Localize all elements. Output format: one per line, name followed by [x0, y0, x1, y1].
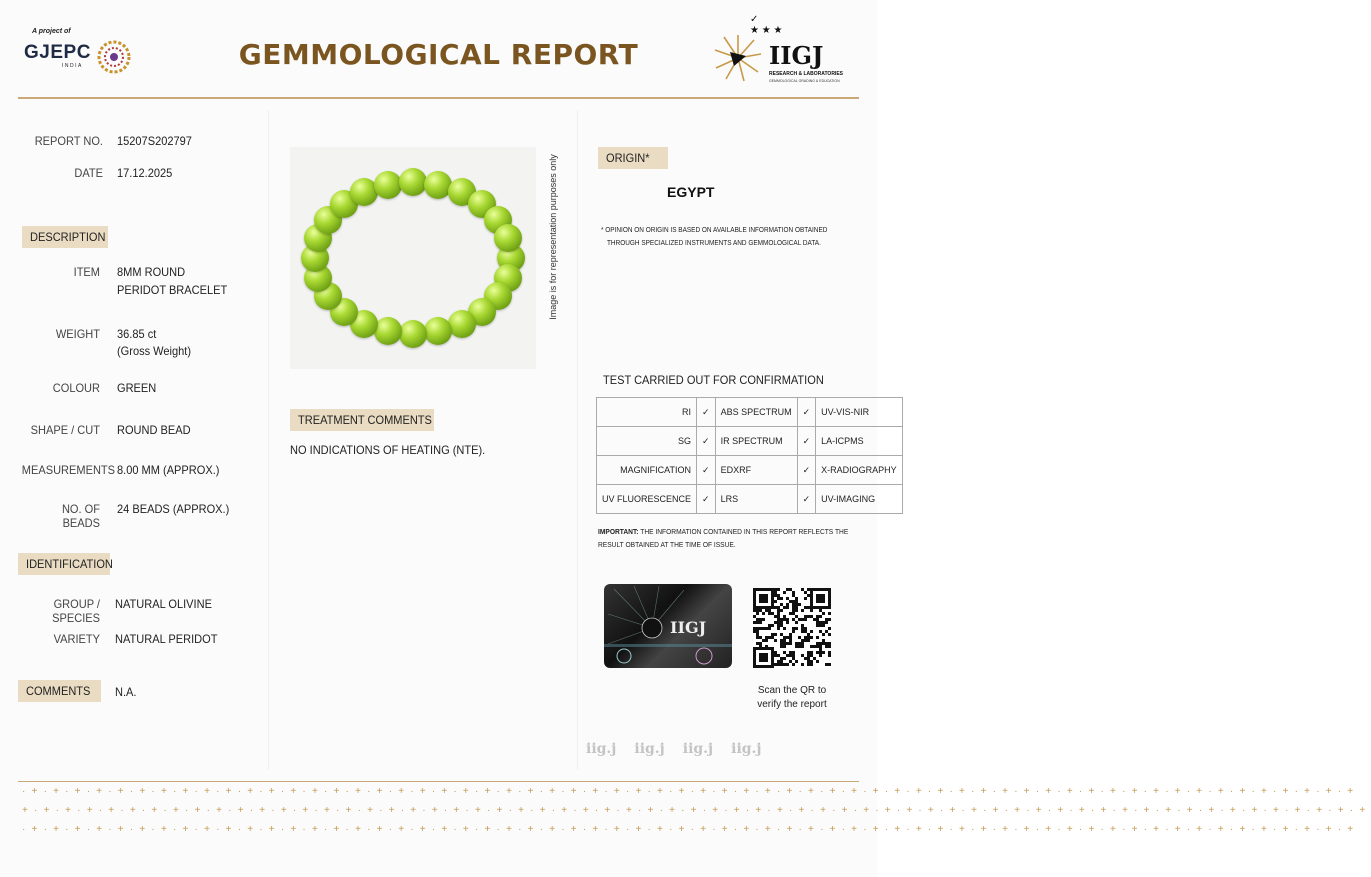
variety-label: VARIETY: [53, 632, 100, 646]
important-note-line2: RESULT OBTAINED AT THE TIME OF ISSUE.: [598, 542, 736, 549]
hologram-sticker: [604, 584, 732, 668]
tests-table: [596, 397, 903, 514]
hologram-text: IIGJ: [670, 618, 707, 637]
watermark-logo: iig.j: [634, 741, 665, 757]
project-of-label: A project of: [32, 28, 71, 35]
test-name: LRS: [715, 485, 797, 514]
image-note: Image is for representation purposes only: [548, 154, 558, 320]
watermark-logo: iig.j: [731, 741, 762, 757]
treatment-value: NO INDICATIONS OF HEATING (NTE).: [290, 443, 486, 457]
beads-label: NO. OF BEADS: [61, 502, 100, 530]
variety-value: NATURAL PERIDOT: [115, 632, 218, 646]
item-value-line1: 8MM ROUND: [117, 265, 186, 279]
gjepc-logo-text: GJEPC: [24, 42, 91, 63]
test-name: UV FLUORESCENCE: [597, 485, 697, 514]
colour-label: COLOUR: [52, 381, 100, 395]
group-value: NATURAL OLIVINE: [115, 597, 212, 611]
bead: [374, 171, 402, 199]
check-icon: ✓: [797, 427, 816, 456]
item-value-line2: PERIDOT BRACELET: [117, 283, 228, 297]
origin-value: EGYPT: [667, 184, 715, 200]
column-divider: [268, 110, 269, 770]
origin-note-line2: THROUGH SPECIALIZED INSTRUMENTS AND GEMMOLOGICAL DATA.: [607, 240, 821, 247]
test-name: UV-IMAGING: [816, 485, 903, 514]
tests-row: [597, 427, 903, 456]
report-no-label: REPORT NO.: [34, 134, 103, 148]
test-name: MAGNIFICATION: [597, 456, 697, 485]
check-icon: ✓: [797, 485, 816, 514]
verification-qr-code[interactable]: [753, 588, 831, 673]
important-label: IMPORTANT:: [598, 529, 639, 536]
date-value: 17.12.2025: [117, 166, 173, 180]
check-icon: ✓: [797, 456, 816, 485]
bead: [494, 224, 522, 252]
watermark-row: [586, 741, 856, 757]
weight-value-line2: (Gross Weight): [117, 344, 192, 358]
column-divider: [577, 110, 578, 770]
shape-value: ROUND BEAD: [117, 423, 191, 437]
star-icons: ✓ ★ ★ ★: [750, 14, 783, 36]
tests-row: [597, 456, 903, 485]
check-icon: ✓: [697, 485, 716, 514]
test-name: IR SPECTRUM: [715, 427, 797, 456]
check-icon: ✓: [697, 398, 716, 427]
image-note-container: [547, 148, 559, 330]
item-label: ITEM: [73, 265, 100, 279]
check-icon: ✓: [697, 456, 716, 485]
group-label: GROUP / SPECIES: [52, 597, 100, 625]
security-pattern-row: +·+·+·+·+·+·+·+·+·+·+·+·+·+·+·+·+·+·+·+·+·+·+·+·+·+·+·+·+·+·+·+·+·+·+·+·+·+·+·+·+·+·+·+·+·+·+·+·+·+·+·+·+·+·+·+·+·+·+·+·+·+·+: [22, 805, 1371, 816]
qr-caption-line2: verify the report: [757, 699, 827, 710]
footer-divider: [18, 781, 859, 782]
test-name: SG: [597, 427, 697, 456]
check-icon: ✓: [797, 398, 816, 427]
identification-heading: IDENTIFICATION: [18, 553, 110, 575]
treatment-heading: TREATMENT COMMENTS: [290, 409, 434, 431]
tests-row: [597, 398, 903, 427]
bead: [399, 320, 427, 348]
important-text: THE INFORMATION CONTAINED IN THIS REPORT REFLECTS THE: [638, 529, 849, 536]
shape-label: SHAPE / CUT: [30, 423, 100, 437]
weight-value-line1: 36.85 ct: [117, 327, 157, 341]
check-icon: ✓: [697, 427, 716, 456]
test-name: EDXRF: [715, 456, 797, 485]
tests-heading: TEST CARRIED OUT FOR CONFIRMATION: [603, 373, 824, 387]
gjepc-logo-sub: INDIA: [62, 63, 83, 69]
measurements-value: 8.00 MM (APPROX.): [117, 463, 220, 477]
important-note-line1: [598, 527, 848, 539]
report-title: GEMMOLOGICAL REPORT: [238, 38, 639, 71]
watermark-logo: iig.j: [682, 741, 714, 757]
bead: [448, 310, 476, 338]
description-heading: DESCRIPTION: [22, 226, 108, 248]
iigj-logo-text: IIGJ: [769, 41, 824, 70]
qr-caption-line1: Scan the QR to: [757, 685, 827, 696]
measurements-label: MEASUREMENTS: [21, 463, 116, 477]
bead: [424, 317, 452, 345]
colour-value: GREEN: [117, 381, 157, 395]
test-name: ABS SPECTRUM: [715, 398, 797, 427]
iigj-logo-sub2: GEMMOLOGICAL GRADING & EDUCATION: [769, 79, 840, 83]
origin-heading: ORIGIN*: [598, 147, 668, 169]
comments-value: N.A.: [115, 685, 137, 699]
test-name: RI: [597, 398, 697, 427]
report-no-value: 15207S202797: [117, 134, 192, 148]
iigj-logo-sub1: RESEARCH & LABORATORIES: [769, 71, 843, 77]
iigj-starburst-icon: [712, 32, 764, 89]
test-name: X-RADIOGRAPHY: [816, 456, 903, 485]
security-pattern-row: ·+·+·+·+·+·+·+·+·+·+·+·+·+·+·+·+·+·+·+·+·+·+·+·+·+·+·+·+·+·+·+·+·+·+·+·+·+·+·+·+·+·+·+·+·+·+·+·+·+·+·+·+·+·+·+·+·+·+·+·+·+·+: [22, 824, 1360, 835]
beads-value: 24 BEADS (APPROX.): [117, 502, 230, 516]
bead: [399, 168, 427, 196]
weight-label: WEIGHT: [55, 327, 100, 341]
test-name: LA-ICPMS: [816, 427, 903, 456]
bracelet-image: [290, 147, 536, 369]
qr-caption: [740, 684, 844, 712]
watermark-logo: iig.j: [586, 741, 617, 757]
test-name: UV-VIS-NIR: [816, 398, 903, 427]
origin-note-line1: * OPINION ON ORIGIN IS BASED ON AVAILABLE INFORMATION OBTAINED: [601, 227, 828, 234]
tests-row: [597, 485, 903, 514]
security-pattern-row: ·+·+·+·+·+·+·+·+·+·+·+·+·+·+·+·+·+·+·+·+·+·+·+·+·+·+·+·+·+·+·+·+·+·+·+·+·+·+·+·+·+·+·+·+·+·+·+·+·+·+·+·+·+·+·+·+·+·+·+·+·+·+: [22, 786, 1360, 797]
comments-heading: COMMENTS: [18, 680, 101, 702]
date-label: DATE: [74, 166, 103, 180]
header-divider: [18, 97, 859, 99]
